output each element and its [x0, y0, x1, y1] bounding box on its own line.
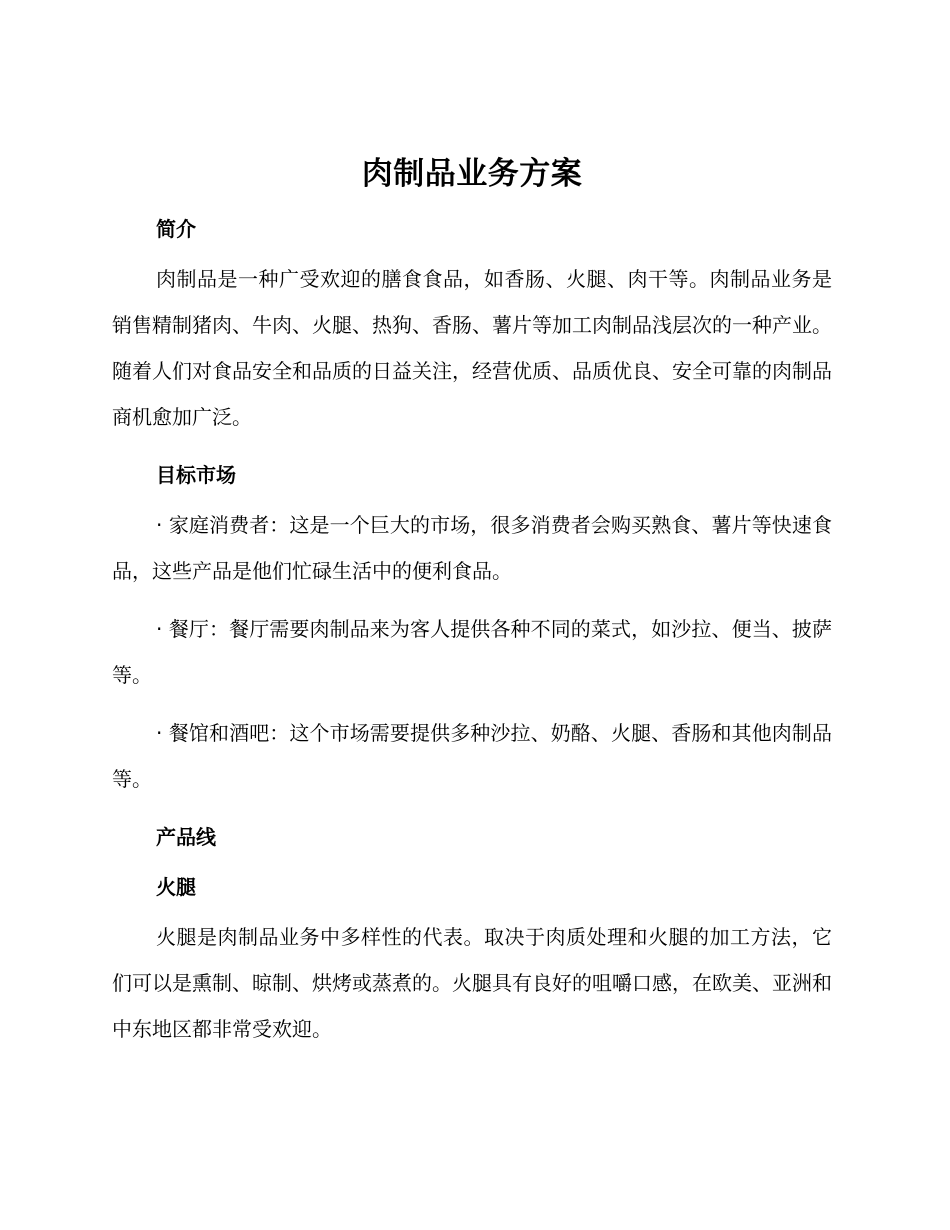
ham-paragraph: 火腿是肉制品业务中多样性的代表。取决于肉质处理和火腿的加工方法，它们可以是熏制、晾制、烘烤或蒸煮的。火腿具有良好的咀嚼口感，在欧美、亚洲和中东地区都非常受欢迎。 [112, 925, 832, 1041]
section-heading-intro: 简介 [156, 217, 196, 241]
document-title: 肉制品业务方案 [361, 156, 583, 192]
document-content [112, 148, 832, 1052]
market-item-bars: · 餐馆和酒吧：这个市场需要提供多种沙拉、奶酪、火腿、香肠和其他肉制品等。 [112, 721, 832, 791]
spacer [112, 440, 832, 460]
spacer [112, 594, 832, 606]
subsection-heading-ham: 火腿 [156, 875, 196, 899]
spacer [112, 802, 832, 822]
spacer [112, 244, 832, 256]
spacer [112, 490, 832, 502]
spacer [112, 698, 832, 710]
section-heading-product-line: 产品线 [156, 825, 216, 849]
spacer [112, 852, 832, 872]
section-heading-target-market: 目标市场 [156, 463, 236, 487]
market-item-household: · 家庭消费者：这是一个巨大的市场，很多消费者会购买熟食、薯片等快速食品，这些产品是他们忙碌生活中的便利食品。 [112, 513, 832, 583]
spacer [112, 902, 832, 914]
market-item-restaurant: · 餐厅：餐厅需要肉制品来为客人提供各种不同的菜式，如沙拉、便当、披萨等。 [112, 617, 832, 687]
intro-paragraph: 肉制品是一种广受欢迎的膳食食品，如香肠、火腿、肉干等。肉制品业务是销售精制猪肉、牛肉、火腿、热狗、香肠、薯片等加工肉制品浅层次的一种产业。随着人们对食品安全和品质的日益关注，经营优质、品质优良、安全可靠的肉制品商机愈加广泛。 [112, 267, 832, 429]
